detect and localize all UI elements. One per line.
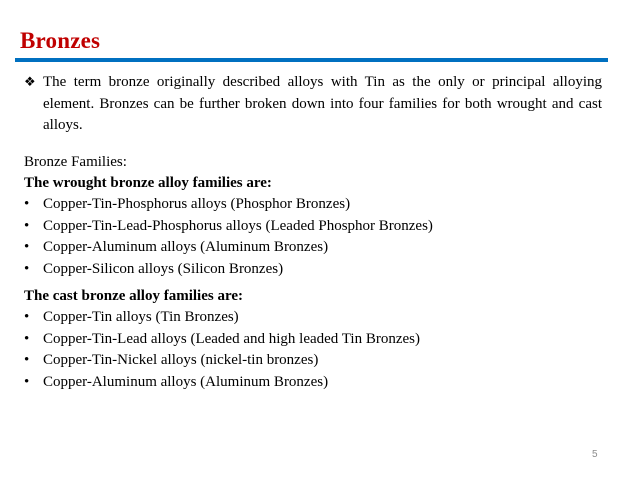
list-item-text: Copper-Silicon alloys (Silicon Bronzes) xyxy=(43,260,284,277)
bullet-dot-icon: • xyxy=(24,373,30,390)
list-item xyxy=(24,259,604,281)
bullet-dot-icon: • xyxy=(24,196,30,212)
intro-text: The term bronze originally described alloys with Tin as the only or principal alloying element. Bronzes can be further broken down into four families for both wrought and cast alloys. xyxy=(43,74,602,133)
cast-families-list xyxy=(24,307,604,393)
list-item-text: Copper-Tin-Lead alloys (Leaded and high leaded Tin Bronzes) xyxy=(43,330,420,347)
list-item xyxy=(24,237,604,259)
list-item-text: Copper-Tin-Phosphorus alloys (Phosphor Bronzes) xyxy=(43,196,351,212)
wrought-families-list xyxy=(24,194,604,280)
bullet-dot-icon: • xyxy=(24,330,30,347)
list-item-text: Copper-Tin alloys (Tin Bronzes) xyxy=(43,309,239,325)
cast-families-heading: The cast bronze alloy families are: xyxy=(24,288,243,304)
list-item xyxy=(24,329,604,351)
bullet-dot-icon: • xyxy=(24,217,30,234)
list-item-text: Copper-Tin-Lead-Phosphorus alloys (Leaded Phosphor Bronzes) xyxy=(43,217,433,234)
page-number: 5 xyxy=(592,449,598,460)
diamond-bullet-icon: ❖ xyxy=(24,75,36,90)
list-item xyxy=(24,350,604,372)
list-item xyxy=(24,307,604,329)
list-item-text: Copper-Aluminum alloys (Aluminum Bronzes) xyxy=(43,373,329,390)
bullet-dot-icon: • xyxy=(24,309,30,325)
title-divider xyxy=(15,58,608,62)
bullet-dot-icon: • xyxy=(24,260,30,277)
list-item-text: Copper-Tin-Nickel alloys (nickel-tin bronzes) xyxy=(43,352,319,368)
bullet-dot-icon: • xyxy=(24,239,30,255)
wrought-families-heading: The wrought bronze alloy families are: xyxy=(24,175,272,191)
list-item xyxy=(24,216,604,238)
bullet-dot-icon: • xyxy=(24,352,30,368)
list-item xyxy=(24,372,604,394)
families-label: Bronze Families: xyxy=(24,154,127,170)
slide-title: Bronzes xyxy=(20,28,101,53)
list-item xyxy=(24,194,604,216)
list-item-text: Copper-Aluminum alloys (Aluminum Bronzes) xyxy=(43,239,329,255)
intro-paragraph xyxy=(24,72,602,137)
